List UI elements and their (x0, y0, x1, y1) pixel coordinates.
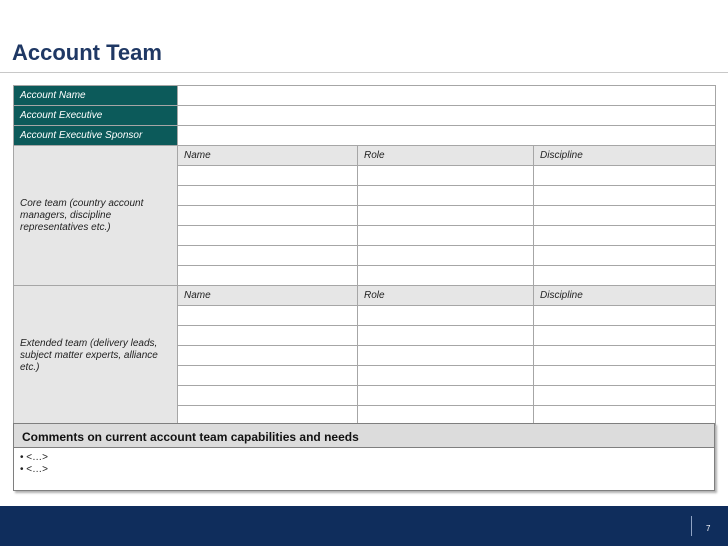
extended-team-discipline-header: Discipline (534, 286, 716, 306)
account-name-label: Account Name (14, 86, 178, 106)
name-cell[interactable] (178, 206, 358, 226)
extended-team-role-header: Role (358, 286, 534, 306)
role-cell[interactable] (358, 306, 534, 326)
page-title: Account Team (12, 40, 162, 65)
role-cell[interactable] (358, 246, 534, 266)
core-team-header-row (14, 146, 716, 166)
comments-heading: Comments on current account team capabilities and needs (14, 424, 714, 448)
account-executive-row (14, 106, 716, 126)
name-cell[interactable] (178, 226, 358, 246)
name-cell[interactable] (178, 326, 358, 346)
comments-list (14, 448, 714, 480)
role-cell[interactable] (358, 326, 534, 346)
name-cell[interactable] (178, 366, 358, 386)
account-executive-label: Account Executive (14, 106, 178, 126)
name-cell[interactable] (178, 246, 358, 266)
name-cell[interactable] (178, 186, 358, 206)
name-cell[interactable] (178, 266, 358, 286)
discipline-cell[interactable] (534, 166, 716, 186)
discipline-cell[interactable] (534, 266, 716, 286)
name-cell[interactable] (178, 166, 358, 186)
name-cell[interactable] (178, 346, 358, 366)
discipline-cell[interactable] (534, 246, 716, 266)
account-executive-field[interactable] (178, 106, 716, 126)
discipline-cell[interactable] (534, 206, 716, 226)
discipline-cell[interactable] (534, 306, 716, 326)
discipline-cell[interactable] (534, 226, 716, 246)
account-executive-sponsor-row (14, 126, 716, 146)
name-cell[interactable] (178, 386, 358, 406)
extended-team-header-row (14, 286, 716, 306)
title-divider (0, 72, 728, 73)
discipline-cell[interactable] (534, 326, 716, 346)
account-name-row (14, 86, 716, 106)
comments-box (13, 423, 715, 491)
core-team-role-header: Role (358, 146, 534, 166)
role-cell[interactable] (358, 226, 534, 246)
comment-bullet[interactable]: • <…> (20, 452, 708, 464)
discipline-cell[interactable] (534, 386, 716, 406)
core-team-discipline-header: Discipline (534, 146, 716, 166)
footer-divider (691, 516, 692, 536)
core-team-name-header: Name (178, 146, 358, 166)
discipline-cell[interactable] (534, 186, 716, 206)
discipline-cell[interactable] (534, 366, 716, 386)
account-executive-sponsor-field[interactable] (178, 126, 716, 146)
core-team-label: Core team (country account managers, discipline representatives etc.) (14, 146, 178, 286)
extended-team-label: Extended team (delivery leads, subject matter experts, alliance etc.) (14, 286, 178, 426)
name-cell[interactable] (178, 306, 358, 326)
footer-bar (0, 506, 728, 546)
role-cell[interactable] (358, 386, 534, 406)
role-cell[interactable] (358, 206, 534, 226)
role-cell[interactable] (358, 346, 534, 366)
role-cell[interactable] (358, 166, 534, 186)
extended-team-name-header: Name (178, 286, 358, 306)
role-cell[interactable] (358, 186, 534, 206)
comment-bullet[interactable]: • <…> (20, 464, 708, 476)
account-team-table (13, 85, 716, 426)
role-cell[interactable] (358, 266, 534, 286)
account-executive-sponsor-label: Account Executive Sponsor (14, 126, 178, 146)
discipline-cell[interactable] (534, 346, 716, 366)
role-cell[interactable] (358, 366, 534, 386)
account-name-field[interactable] (178, 86, 716, 106)
page-number: 7 (706, 524, 711, 533)
